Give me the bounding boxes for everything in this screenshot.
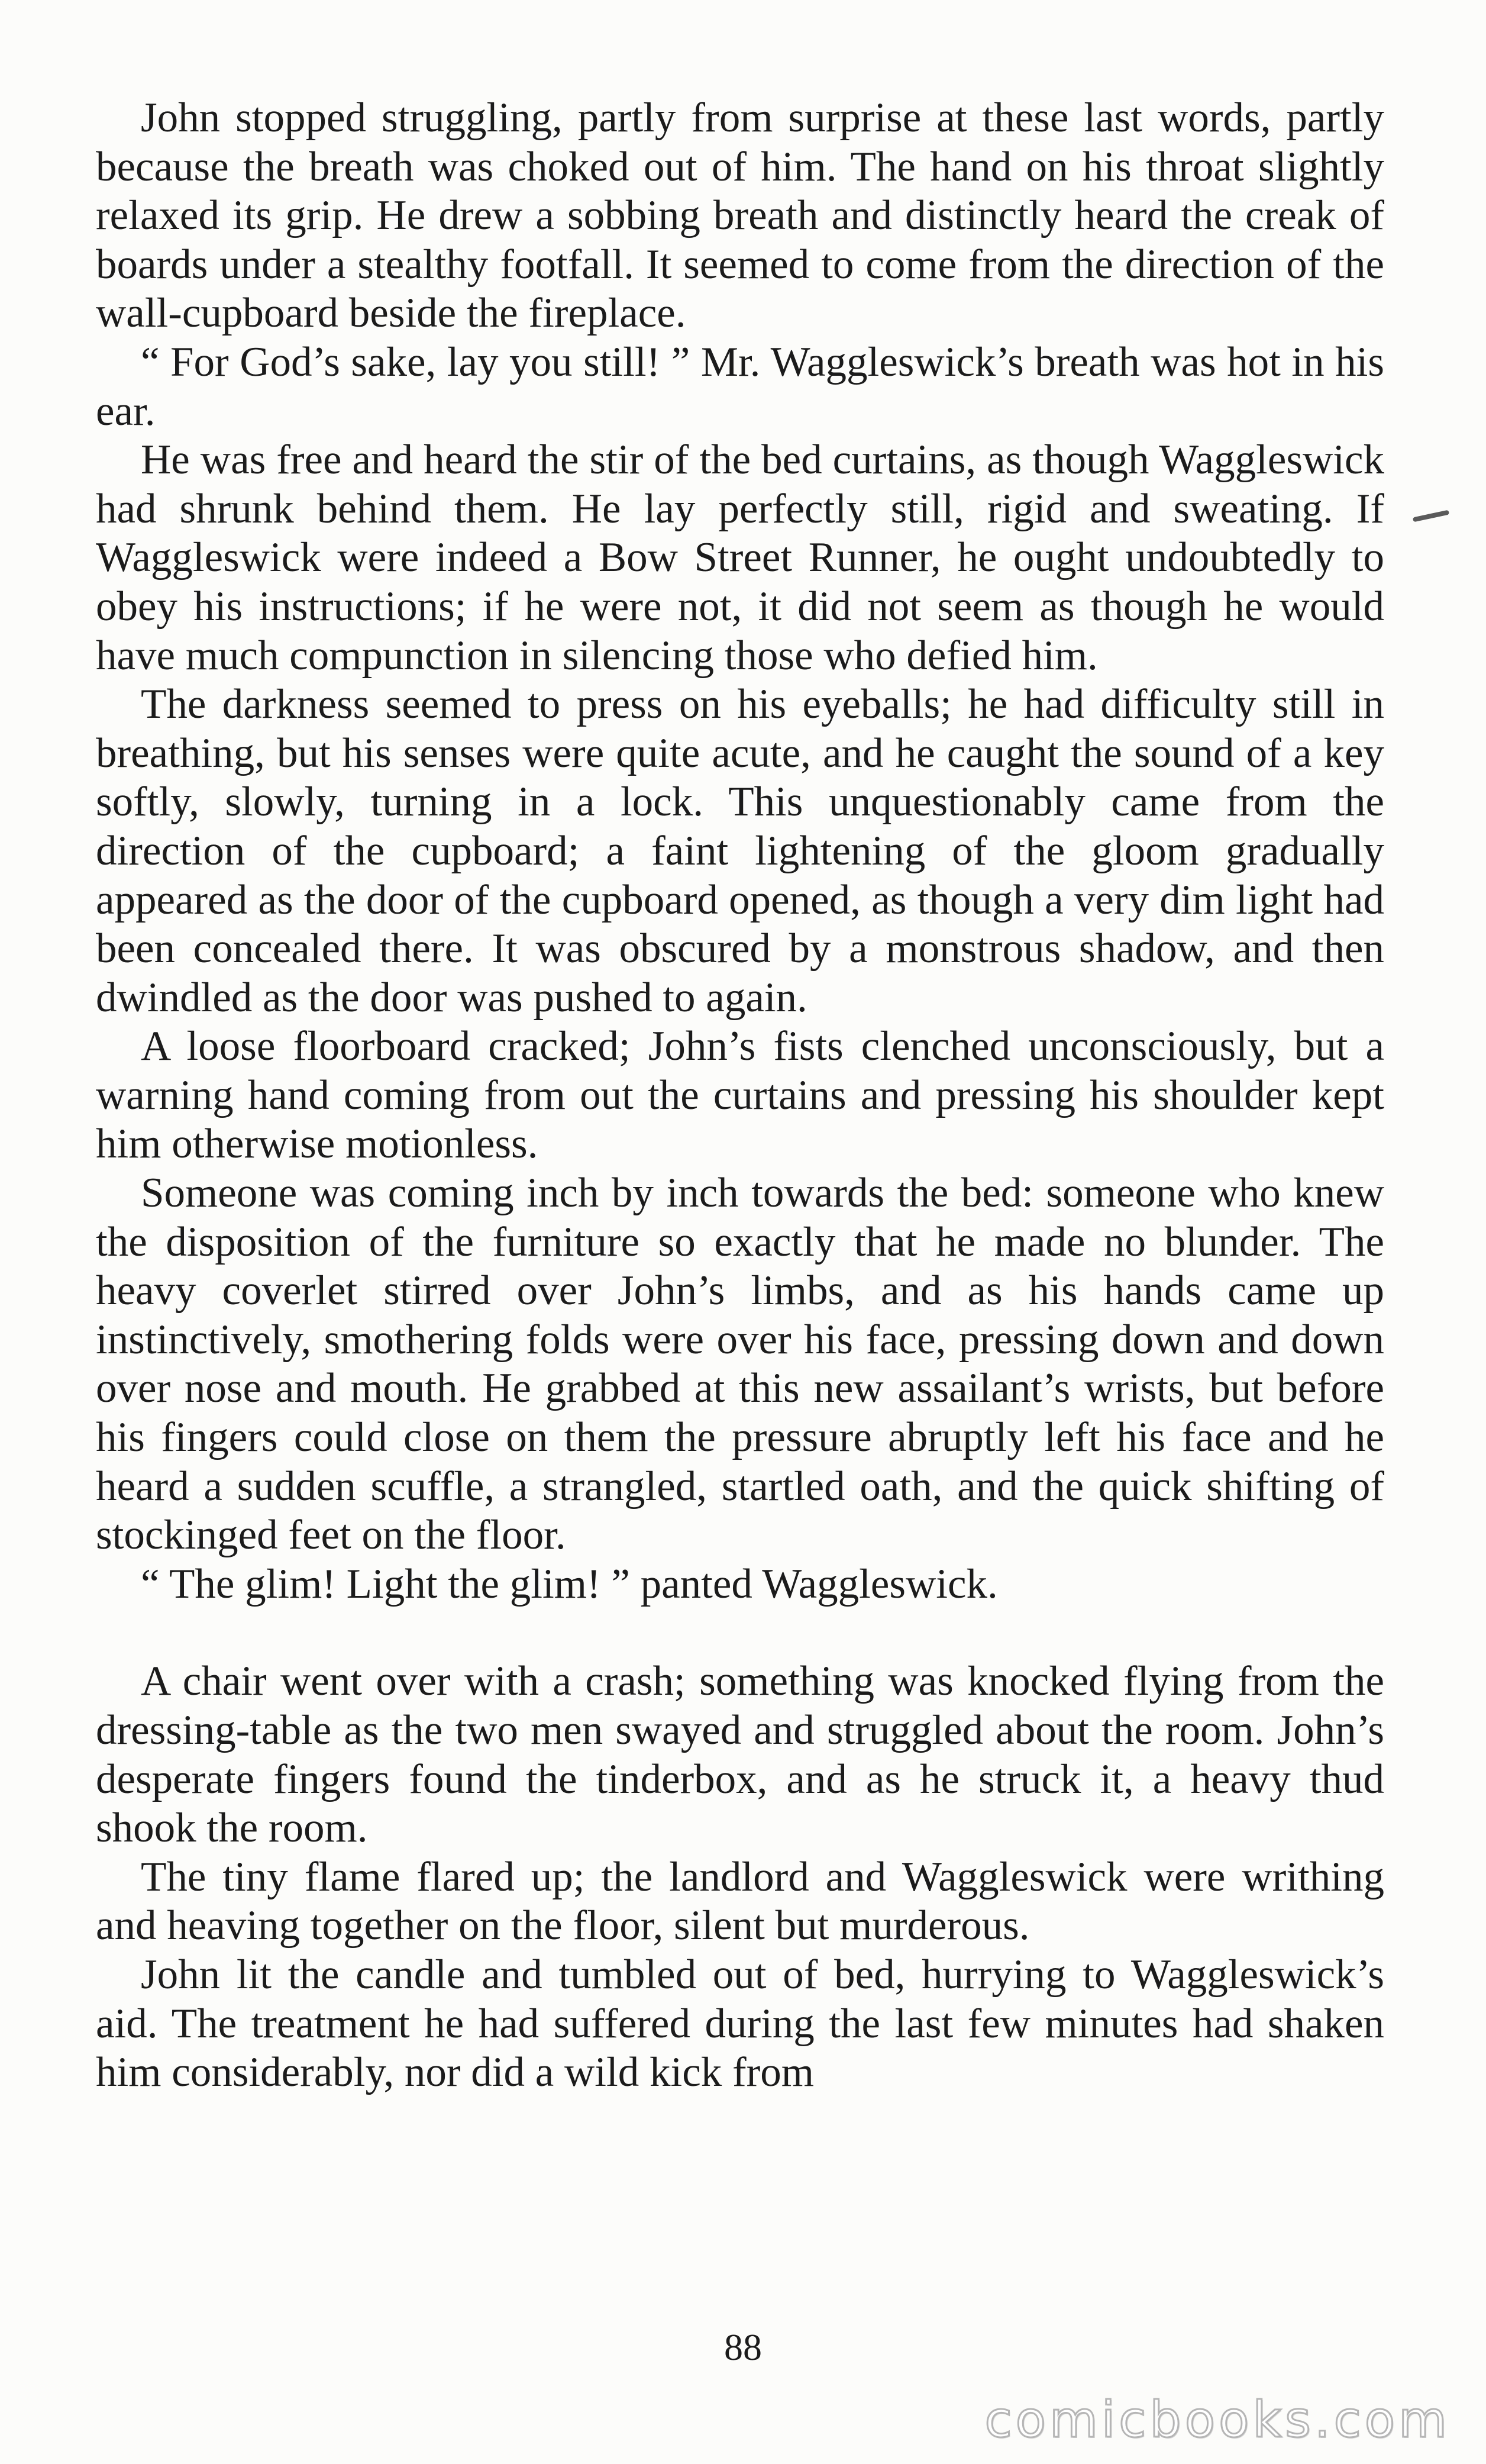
paragraph: A loose floorboard cracked; John’s fists clenched unconsciously, but a warning hand coming from out the curtains and pressing his shoulder kept him otherwise motionless.	[96, 1023, 1384, 1168]
paragraph: “ The glim! Light the glim! ” panted Waggleswick.	[141, 1560, 998, 1607]
paragraph: The tiny flame flared up; the landlord and Waggleswick were writhing and heaving together on the floor, silent but murderous.	[96, 1853, 1384, 1949]
paragraph: John stopped struggling, partly from surprise at these last words, partly because the breath was choked out of him. The hand on his throat slightly relaxed its grip. He drew a sobbing breath and distinctly heard the creak of boards under a stealthy footfall. It seemed to come from the direction of the wall-cupboard beside the fireplace.	[96, 95, 1384, 337]
paragraph: A chair went over with a crash; something was knocked flying from the dressing-table as the two men swayed and struggled about the room. John’s desperate fingers found the tinderbox, and as he struck it, a heavy thud shook the room.	[96, 1658, 1384, 1852]
paragraph: The darkness seemed to press on his eyeballs; he had difficulty still in breathing, but his senses were quite acute, and he caught the sound of a key softly, slowly, turning in a lock. This unquestionably came from the direction of the cupboard; a faint lightening of the gloom gradually appeared as the door of the cupboard opened, as though a very dim light had been concealed there. It was obscured by a monstrous shadow, and then dwindled as the door was pushed to again.	[96, 681, 1384, 1021]
paragraph: “ For God’s sake, lay you still! ” Mr. Waggleswick’s breath was hot in his ear.	[96, 338, 1384, 434]
paragraph: John lit the candle and tumbled out of bed, hurrying to Waggleswick’s aid. The treatment he had suffered during the last few minutes had shaken him considerably, nor did a wild kick from	[96, 1951, 1384, 2096]
paragraph: He was free and heard the stir of the bed curtains, as though Waggleswick had shrunk behind them. He lay perfectly still, rigid and sweating. If Waggleswick were indeed a Bow Street Runner, he ought undoubtedly to obey his instructions; if he were not, it did not seem as though he would have much compunction in silencing those who defied him.	[96, 437, 1384, 679]
body-text	[96, 93, 1384, 2097]
margin-pencil-mark	[1413, 510, 1449, 523]
watermark: comicbooks.com	[984, 2391, 1451, 2449]
page-number: 88	[724, 2326, 762, 2368]
paragraph: Someone was coming inch by inch towards the bed: someone who knew the disposition of the furniture so exactly that he made no blunder. The heavy coverlet stirred over John’s limbs, and as his hands came up instinctively, smothering folds were over his face, pressing down and down over nose and mouth. He grabbed at this new assailant’s wrists, but before his fingers could close on them the pressure abruptly left his face and he heard a sudden scuffle, a strangled, startled oath, and the quick shifting of stockinged feet on the floor.	[96, 1170, 1384, 1559]
